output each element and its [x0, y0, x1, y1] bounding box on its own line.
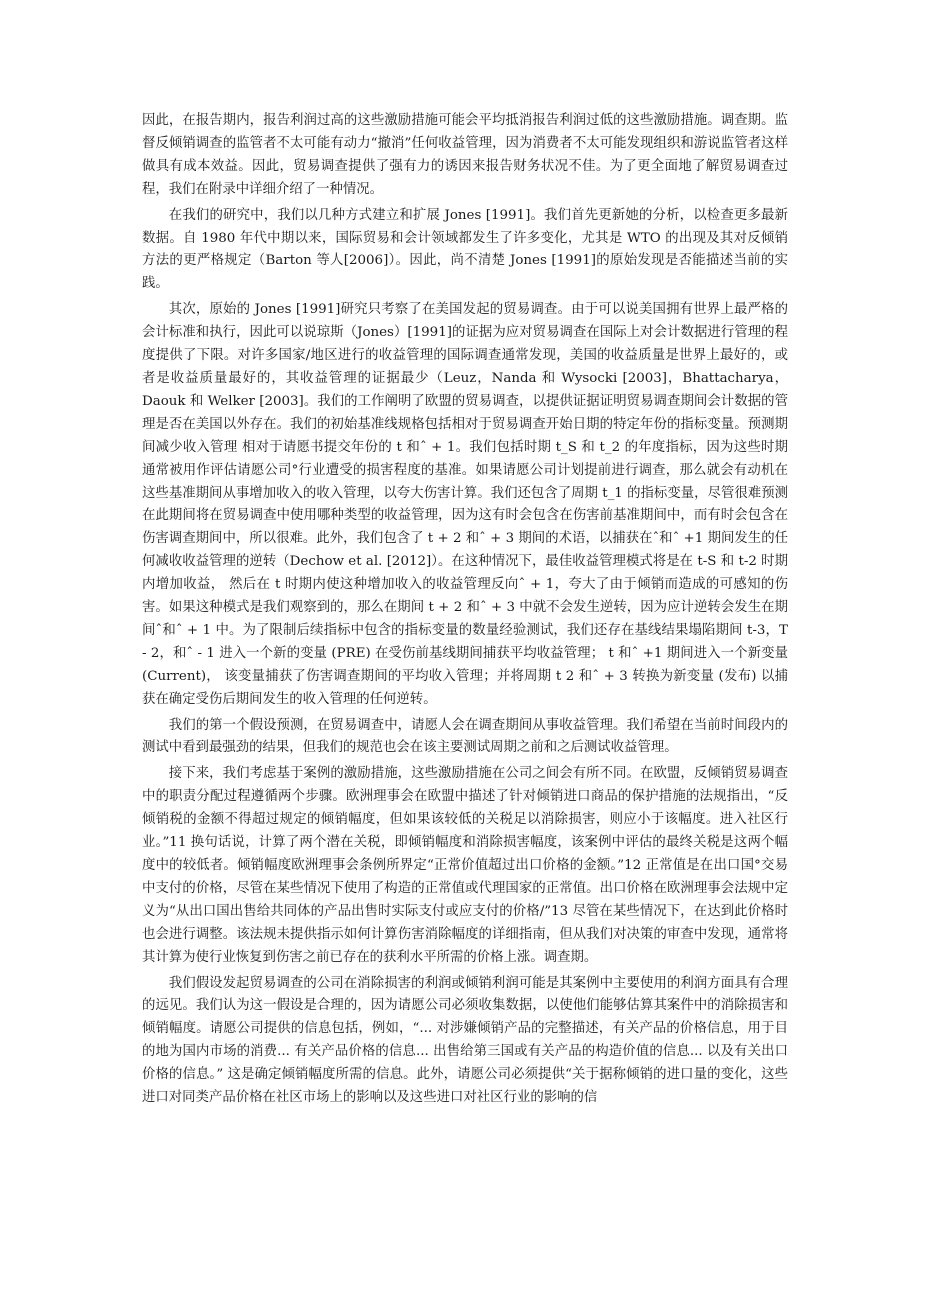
- paragraph-1: 因此，在报告期内，报告利润过高的这些激励措施可能会平均抵消报告利润过低的这些激励措施。调查期。监督反倾销调查的监管者不太可能有动力“撤消”任何收益管理，因为消费者不太可能发现组织和游说监管者这样做具有成本效益。因此，贸易调查提供了强有力的诱因来报告财务状况不佳。为了更全面地了解贸易调查过程，我们在附录中详细介绍了一种情况。: [142, 113, 788, 197]
- document-page: [142, 110, 788, 1113]
- paragraph-5: 接下来，我们考虑基于案例的激励措施，这些激励措施在公司之间会有所不同。在欧盟，反倾销贸易调查中的职责分配过程遵循两个步骤。欧洲理事会在欧盟中描述了针对倾销进口商品的保护措施的法规指出，“反倾销税的金额不得超过规定的倾销幅度，但如果该较低的关税足以消除损害，则应小于该幅度。进入社区行业。”11 换句话说，计算了两个潜在关税，即倾销幅度和消除损害幅度，该案例中评估的最终关税是这两个幅度中的较低者。倾销幅度欧洲理事会条例所界定“正常价值超过出口价格的金额。”12 正常值是在出口国°交易中支付的价格，尽管在某些情况下使用了构造的正常值或代理国家的正常值。出口价格在欧洲理事会法规中定义为“从出口国出售给共同体的产品出售时实际支付或应支付的价格/”13 尽管在某些情况下，在达到此价格时也会进行调整。该法规未提供指示如何计算伤害消除幅度的详细指南，但从我们对决策的审查中发现，通常将其计算为使行业恢复到伤害之前已存在的获利水平所需的价格上涨。调查期。: [142, 766, 788, 965]
- paragraph-2: 在我们的研究中，我们以几种方式建立和扩展 Jones [1991]。我们首先更新她的分析，以检查更多最新数据。自 1980 年代中期以来，国际贸易和会计领域都发生了许多变化，尤其是 WTO 的出现及其对反倾销方法的更严格规定（Barton 等人[2006]）。因此，尚不清楚 Jones [1991]的原始发现是否能描述当前的实践。: [142, 207, 788, 292]
- paragraph-4: 我们的第一个假设预测，在贸易调查中，请愿人会在调查期间从事收益管理。我们希望在当前时间段内的测试中看到最强劲的结果，但我们的规范也会在该主要测试周期之前和之后测试收益管理。: [142, 717, 788, 756]
- paragraph-6: 我们假设发起贸易调查的公司在消除损害的利润或倾销利润可能是其案例中主要使用的利润方面具有合理的远见。我们认为这一假设是合理的，因为请愿公司必须收集数据，以使他们能够估算其案件中的消除损害和倾销幅度。请愿公司提供的信息包括，例如，“... 对涉嫌倾销产品的完整描述，有关产品的价格信息，用于目的地为国内市场的消费... 有关产品价格的信息... 出售给第三国或有关产品的构造价值的信息... 以及有关出口价格的信息。” 这是确定倾销幅度所需的信息。此外，请愿公司必须提供“关于据称倾销的进口量的变化，这些进口对同类产品价格在社区市场上的影响以及这些进口对社区行业的影响的信: [142, 975, 788, 1106]
- paragraph-3: 其次，原始的 Jones [1991]研究只考察了在美国发起的贸易调查。由于可以说美国拥有世界上最严格的会计标准和执行，因此可以说琼斯（Jones）[1991]的证据为应对贸易调查在国际上对会计数据进行管理的程度提供了下限。对许多国家/地区进行的收益管理的国际调查通常发现，美国的收益质量是世界上最好的，或者是收益质量最好的，其收益管理的证据最少（Leuz，Nanda 和 Wysocki [2003]，Bhattacharya，Daouk 和 Welker [2003]。我们的工作阐明了欧盟的贸易调查，以提供证据证明贸易调查期间会计数据的管理是否在美国以外存在。我们的初始基准线规格包括相对于贸易调查开始日期的特定年份的指标变量。预测期间减少收入管理 相对于请愿书提交年份的 t 和ˆ + 1。我们包括时期 t_S 和 t_2 的年度指标，因为这些时期通常被用作评估请愿公司°行业遭受的损害程度的基准。如果请愿公司计划提前进行调查，那么就会有动机在这些基准期间从事增加收入的收入管理，以夸大伤害计算。我们还包含了周期 t_1 的指标变量，尽管很难预测在此期间将在贸易调查中使用哪种类型的收益管理，因为这有时会包含在伤害前基准期间中，而有时会包含在伤害调查期间中，所以很难。此外，我们包含了 t + 2 和ˆ + 3 期间的术语，以捕获在ˆ和ˆ +1 期间发生的任何减收收益管理的逆转（Dechow et al. [2012]）。在这种情况下，最佳收益管理模式将是在 t-S 和 t-2 时期内增加收益， 然后在 t 时期内使这种增加收入的收益管理反向ˆ + 1，夸大了由于倾销而造成的可感知的伤害。如果这种模式是我们观察到的，那么在期间 t + 2 和ˆ + 3 中就不会发生逆转，因为应计逆转会发生在期间ˆ和ˆ + 1 中。为了限制后续指标中包含的指标变量的数量经验测试，我们还存在基线结果塌陷期间 t-3，T - 2，和ˆ - 1 进入一个新的变量 (PRE) 在受伤前基线期间捕获平均收益管理； t 和ˆ +1 期间进入一个新变量 (Current)， 该变量捕获了伤害调查期间的平均收入管理；并将周期 t 2 和ˆ + 3 转换为新变量 (发布) 以捕获在确定受伤后期间发生的收入管理的任何逆转。: [142, 302, 788, 707]
